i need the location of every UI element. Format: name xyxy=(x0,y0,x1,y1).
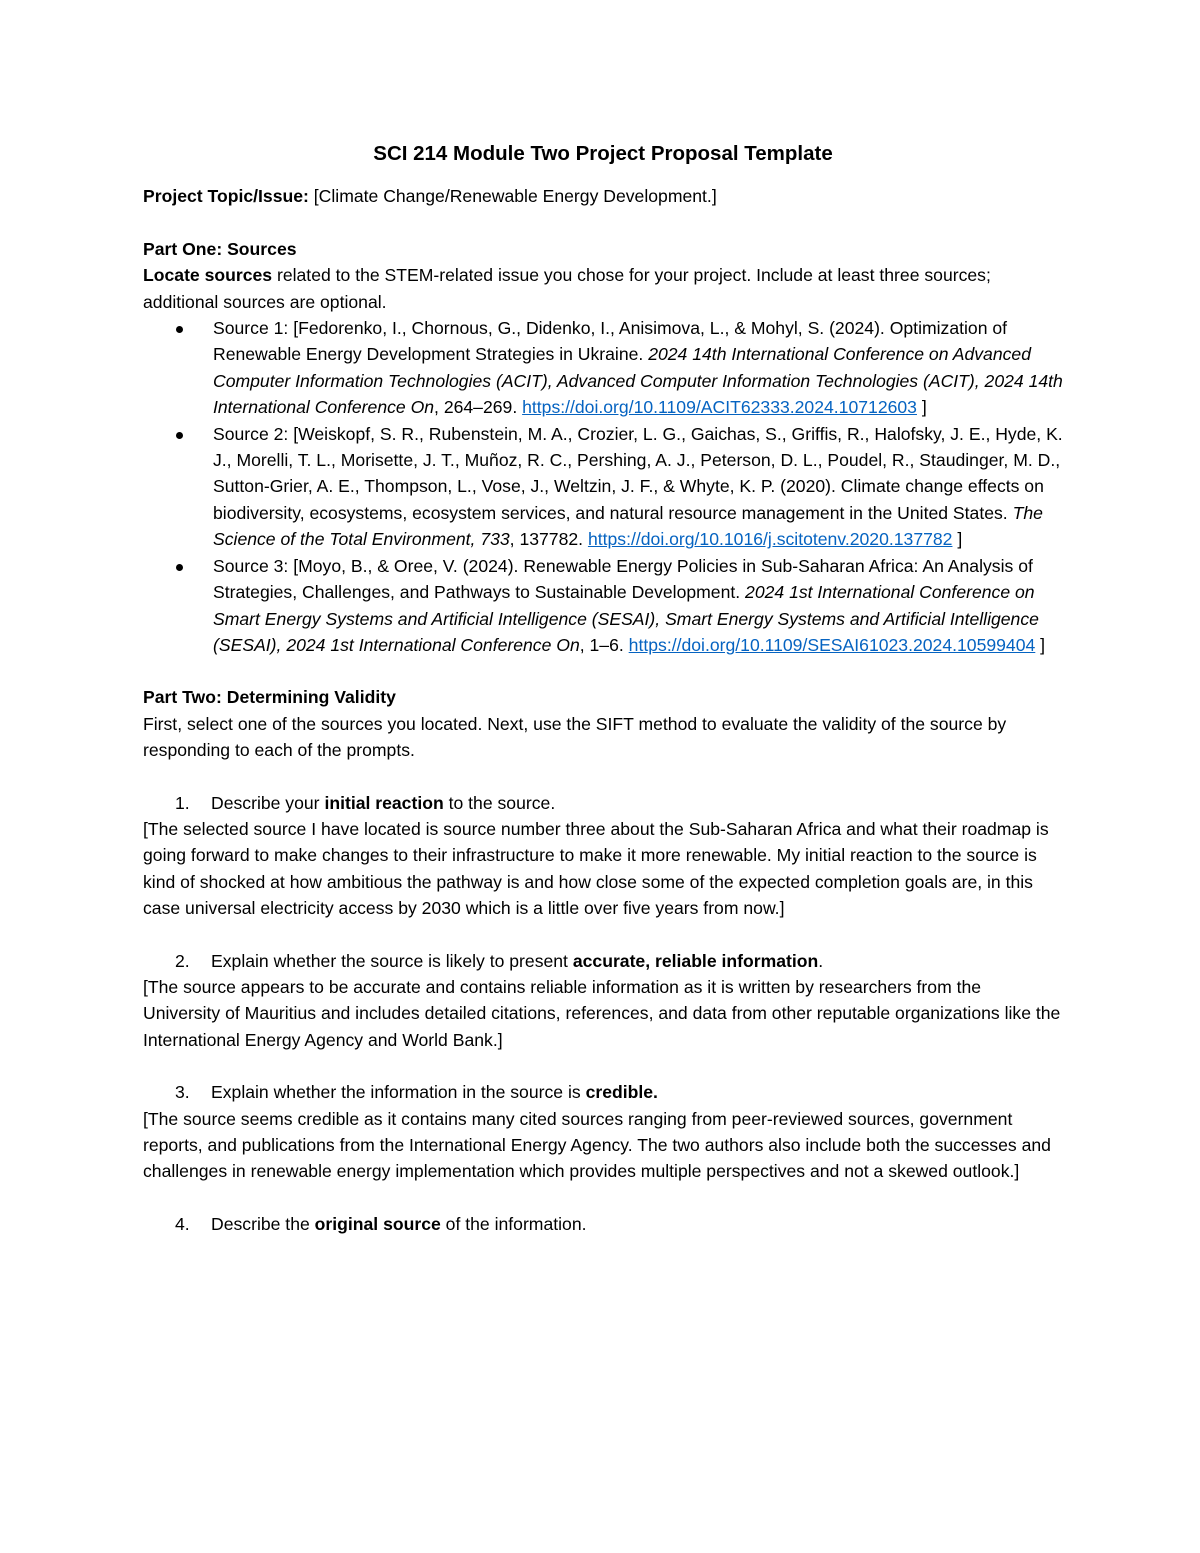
source-label: Source 1: [ xyxy=(213,318,299,339)
part-one-intro xyxy=(143,262,1063,315)
prompt-keyword: accurate, reliable information xyxy=(572,950,819,971)
source-citation: Weiskopf, S. R., Rubenstein, M. A., Crozier, L. G., Gaichas, S., Griffis, R., Halofsky, J. E., Hyde, K. J., Morelli, T. L., Morisette, J. T., Muñoz, R. C., Pershing, A. J., Peterson, D. L., Poudel, R., Staudinger, M. D., Sutton-Grier, A. E., Thompson, L., Vose, J., Weltzin, J. F., & Whyte, K. P. (2020). Climate change effects on biodiversity, ecosystems, ecosystem services, and natural resource management in the United States. xyxy=(213,423,1063,523)
prompt-text-end: to the source. xyxy=(443,792,556,813)
prompt-item xyxy=(143,1211,1063,1237)
prompt-number: 4. xyxy=(175,1213,190,1234)
document-body xyxy=(143,141,1063,1237)
source-list xyxy=(143,315,1063,658)
source-citation: Fedorenko, I., Chornous, G., Didenko, I., Anisimova, L., & Mohyl, S. (2024). Optimization of Renewable Energy Development Strategies in Ukraine. xyxy=(213,318,1008,365)
part-one-heading: Part One: Sources xyxy=(143,238,297,259)
prompt-item xyxy=(143,948,1063,974)
topic-value: [Climate Change/Renewable Energy Development.] xyxy=(313,186,717,207)
project-topic xyxy=(143,183,1063,209)
source-venue: The Science of the Total Environment, 733 xyxy=(213,502,1043,550)
source-item xyxy=(143,315,1063,421)
prompt-number: 2. xyxy=(175,950,190,971)
prompt-text: Describe the xyxy=(211,1213,315,1234)
bullet-icon xyxy=(176,564,183,571)
source-doi-link[interactable]: https://doi.org/10.1109/SESAI61023.2024.10599404 xyxy=(628,634,1036,655)
prompt-text: Explain whether the source is likely to present xyxy=(211,950,573,971)
source-close: ] xyxy=(1035,634,1046,655)
source-pages: , 137782. xyxy=(509,529,588,550)
source-venue: 2024 1st International Conference on Smart Energy Systems and Artificial Intelligence (SESAI), Smart Energy Systems and Artificial Intelligence (SESAI), 2024 1st International Conference On xyxy=(213,582,1039,655)
prompt-answer: [The selected source I have located is source number three about the Sub-Saharan Africa and what their roadmap is going forward to make changes to their infrastructure to make it more renewable. My initial reaction to the source is kind of shocked at how ambitious the pathway is and how close some of the expected completion goals are, in this case universal electricity access by 2030 which is a little over five years from now.] xyxy=(143,818,1049,919)
source-close: ] xyxy=(952,529,963,550)
part-two-intro: First, select one of the sources you located. Next, use the SIFT method to evaluate the validity of the source by responding to each of the prompts. xyxy=(143,713,1007,761)
topic-label: Project Topic/Issue: xyxy=(143,186,309,207)
prompt-text-end: . xyxy=(818,950,824,971)
prompt-text: Explain whether the information in the source is xyxy=(211,1082,586,1103)
source-item xyxy=(143,421,1063,553)
source-venue: 2024 14th International Conference on Advanced Computer Information Technologies (ACIT), Advanced Computer Information Technologies (ACIT), 2024 14th International Conference On xyxy=(213,344,1063,418)
source-label: Source 3: [ xyxy=(213,555,299,576)
prompt-keyword: original source xyxy=(314,1213,441,1234)
prompt-item xyxy=(143,1079,1063,1105)
prompt-answer: [The source seems credible as it contains many cited sources ranging from peer-reviewed sources, government reports, and publications from the International Energy Agency. The two authors also include both the successes and challenges in renewable energy implementation which provides multiple perspectives and not a skewed outlook.] xyxy=(143,1108,1051,1182)
prompt-keyword: credible. xyxy=(585,1082,658,1103)
prompt-number: 3. xyxy=(175,1082,190,1103)
source-doi-link[interactable]: https://doi.org/10.1016/j.scitotenv.2020.137782 xyxy=(587,529,953,550)
source-label: Source 2: [ xyxy=(213,423,299,444)
prompt-answer: [The source appears to be accurate and contains reliable information as it is written by researchers from the University of Mauritius and includes detailed citations, references, and data from other reputable organizations like the International Energy Agency and World Bank.] xyxy=(143,976,1061,1050)
prompt-text: Describe your xyxy=(211,792,325,813)
part-two-heading: Part Two: Determining Validity xyxy=(143,687,396,708)
source-citation: Moyo, B., & Oree, V. (2024). Renewable Energy Policies in Sub-Saharan Africa: An Analysis of Strategies, Challenges, and Pathways to Sustainable Development. xyxy=(213,555,1033,603)
source-close: ] xyxy=(916,397,927,418)
source-pages: , 1–6. xyxy=(579,634,629,655)
part-one-intro-text: related to the STEM-related issue you chose for your project. Include at least three sources; additional sources are optional. xyxy=(143,265,991,312)
source-doi-link[interactable]: https://doi.org/10.1109/ACIT62333.2024.10712603 xyxy=(522,397,917,418)
prompt-item xyxy=(143,790,1063,816)
bullet-icon xyxy=(176,432,183,439)
page-title: SCI 214 Module Two Project Proposal Template xyxy=(373,142,833,165)
source-item xyxy=(143,553,1063,659)
prompt-text-end: of the information. xyxy=(440,1213,587,1234)
prompt-keyword: initial reaction xyxy=(324,792,444,813)
part-one-intro-bold: Locate sources xyxy=(143,265,273,286)
source-pages: , 264–269. xyxy=(434,397,523,418)
prompt-number: 1. xyxy=(175,792,190,813)
bullet-icon xyxy=(176,326,183,333)
